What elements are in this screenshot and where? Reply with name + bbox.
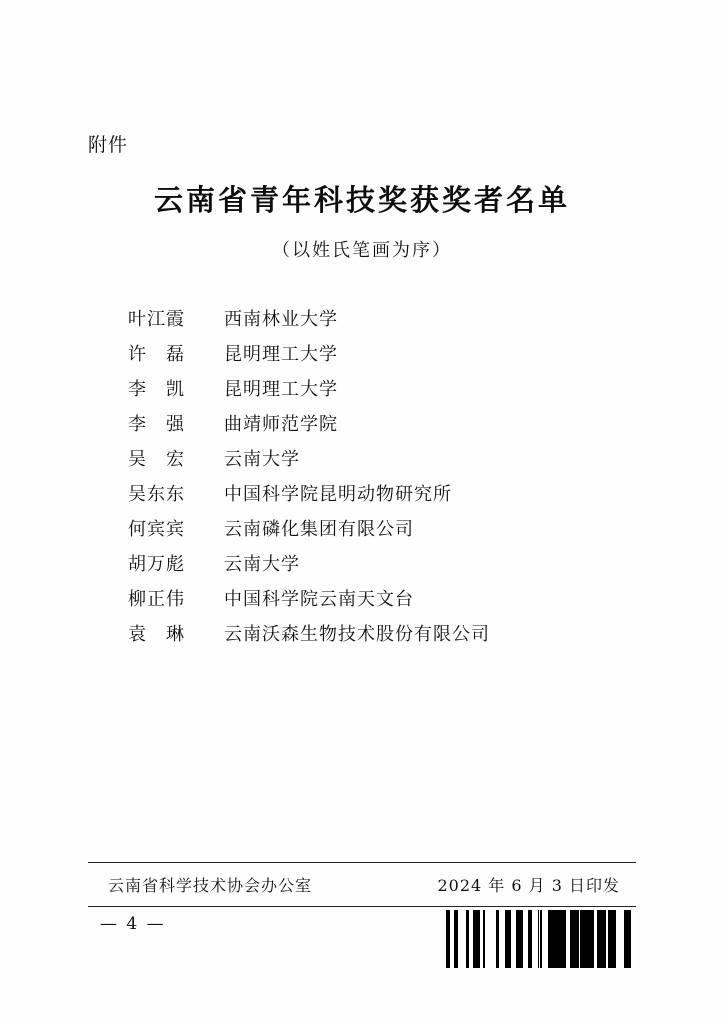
- awardee-org: 昆明理工大学: [224, 379, 338, 400]
- awardee-name: 许 磊: [128, 344, 185, 365]
- awardee-org: 中国科学院云南天文台: [224, 589, 414, 610]
- footer-print-date: 2024 年 6 月 3 日印发: [437, 876, 620, 895]
- awardee-name: 李 强: [128, 414, 185, 435]
- list-item: [128, 480, 648, 515]
- page-title: 云南省青年科技奖获奖者名单: [153, 183, 570, 217]
- awardee-name: 胡万彪: [128, 554, 185, 575]
- awardee-org: 曲靖师范学院: [224, 414, 338, 435]
- footer-divider-top: [88, 862, 636, 863]
- awardee-name: 吴东东: [128, 484, 185, 505]
- list-item: [128, 620, 648, 655]
- attachment-label: 附件: [88, 134, 129, 156]
- awardee-org: 西南林业大学: [224, 309, 338, 330]
- awardee-name: 吴 宏: [128, 449, 185, 470]
- awardee-org: 云南大学: [224, 554, 300, 575]
- awardee-name: 叶江霞: [128, 309, 185, 330]
- awardee-org: 云南大学: [224, 449, 300, 470]
- list-item: [128, 340, 648, 375]
- awardee-org: 昆明理工大学: [224, 344, 338, 365]
- list-item: [128, 585, 648, 620]
- barcode-image: [446, 910, 636, 968]
- list-item: [128, 515, 648, 550]
- award-list: [128, 305, 648, 655]
- list-item: [128, 550, 648, 585]
- page-number: — 4 —: [100, 914, 166, 934]
- awardee-name: 柳正伟: [128, 589, 185, 610]
- footer-issuer: 云南省科学技术协会办公室: [108, 876, 313, 895]
- footer-divider-bottom: [88, 906, 636, 907]
- awardee-org: 中国科学院昆明动物研究所: [224, 484, 452, 505]
- list-item: [128, 375, 648, 410]
- list-item: [128, 410, 648, 445]
- awardee-org: 云南磷化集团有限公司: [224, 519, 414, 540]
- awardee-name: 李 凯: [128, 379, 185, 400]
- list-item: [128, 305, 648, 340]
- list-item: [128, 445, 648, 480]
- awardee-org: 云南沃森生物技术股份有限公司: [224, 624, 490, 645]
- title-note: （以姓氏笔画为序）: [272, 240, 452, 261]
- awardee-name: 何宾宾: [128, 519, 185, 540]
- awardee-name: 袁 琳: [128, 624, 185, 645]
